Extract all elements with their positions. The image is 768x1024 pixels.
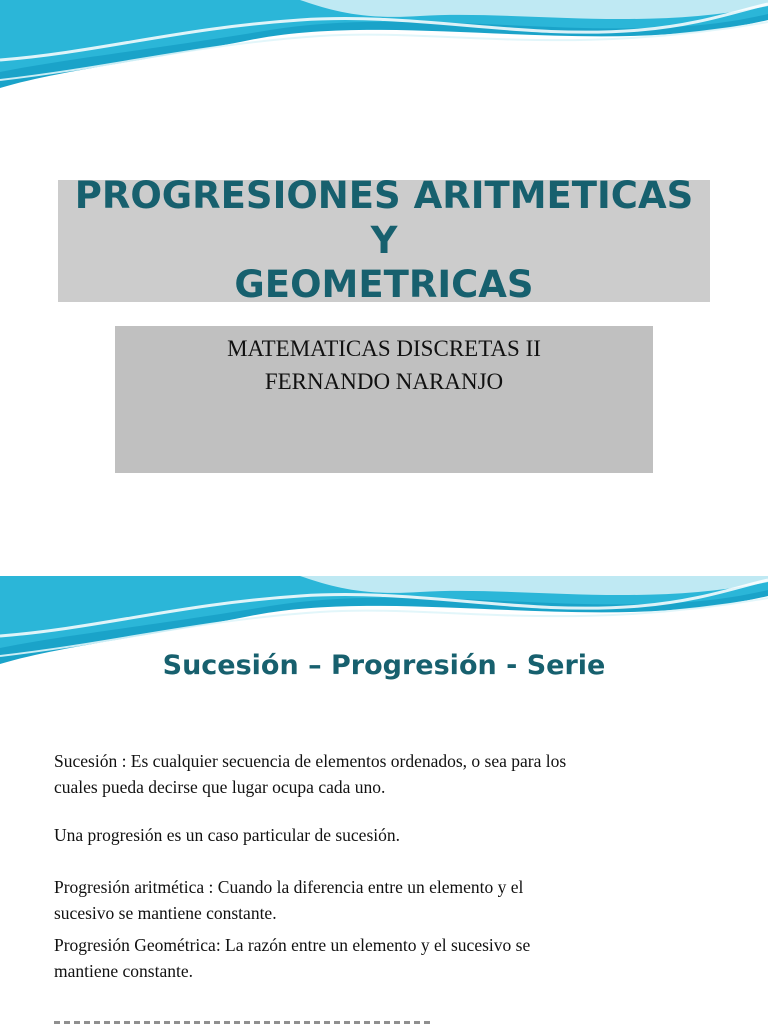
text-line: sucesivo se mantiene constante. [54, 903, 277, 923]
wave-header-decoration [0, 0, 768, 100]
text-line: mantiene constante. [54, 961, 193, 981]
text-line: cuales pueda decirse que lugar ocupa cada uno. [54, 777, 386, 797]
text-line: Sucesión : Es cualquier secuencia de elementos ordenados, o sea para los [54, 751, 567, 771]
subtitle-box [115, 326, 653, 473]
course-name: MATEMATICAS DISCRETAS II [227, 336, 541, 361]
title-line: PROGRESIONES ARITMETICAS Y [74, 174, 694, 262]
text-line: Una progresión es un caso particular de sucesión. [54, 825, 401, 845]
title-box [58, 174, 710, 307]
definition-aritmetica [54, 874, 734, 926]
definition-geometrica [54, 932, 734, 984]
text-line: Progresión aritmética : Cuando la diferencia entre un elemento y el [54, 877, 524, 897]
definition-progresion [54, 822, 734, 848]
truncated-text-line [54, 1018, 434, 1024]
slide-body [54, 748, 734, 984]
title-line: GEOMETRICAS [234, 263, 534, 307]
page-title [58, 174, 710, 307]
definition-sucesion [54, 748, 734, 800]
content-slide [0, 576, 768, 1024]
text-line: Progresión Geométrica: La razón entre un elemento y el sucesivo se [54, 935, 531, 955]
author-name: FERNANDO NARANJO [264, 369, 504, 394]
slide-heading: Sucesión – Progresión - Serie [162, 650, 606, 681]
